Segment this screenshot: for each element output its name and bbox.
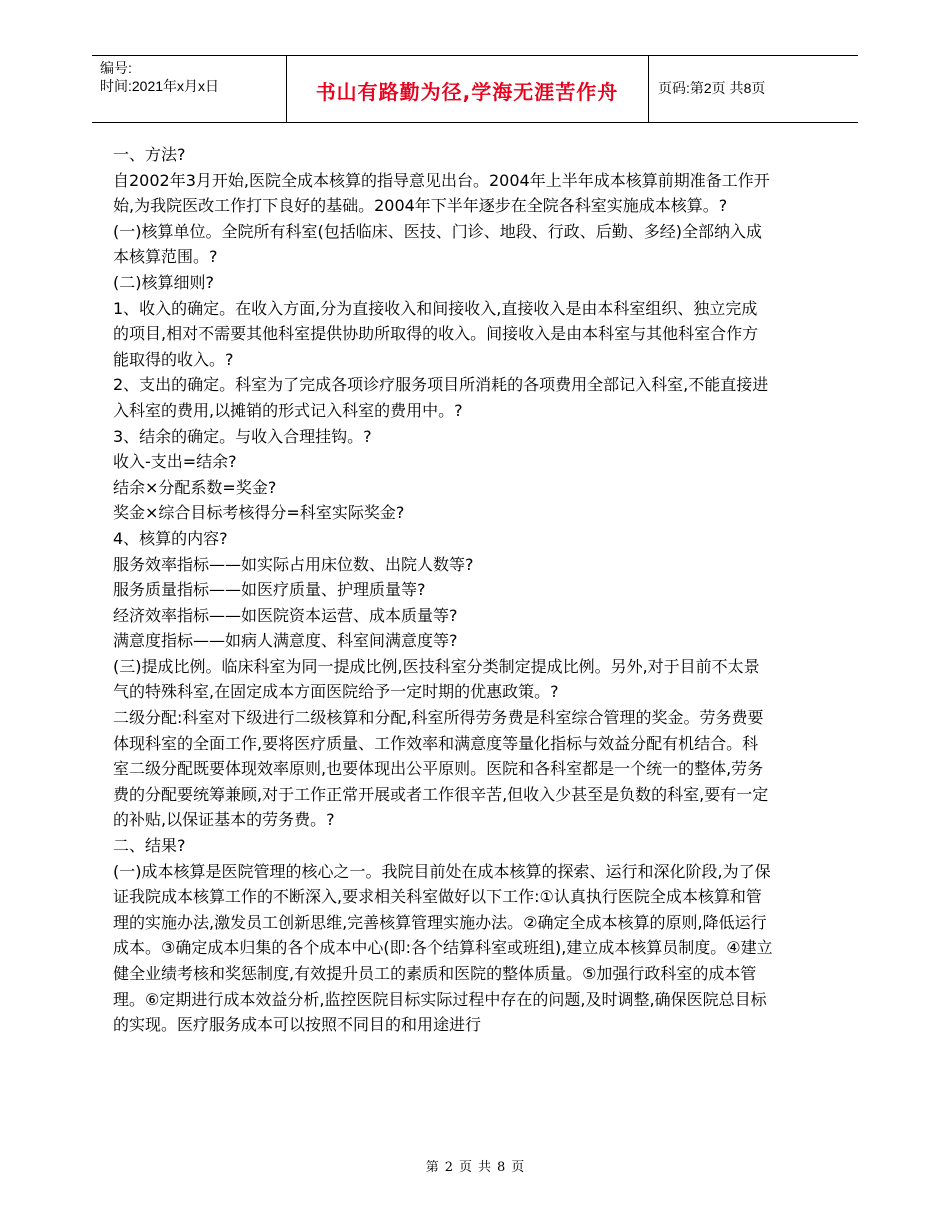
paragraph: 二、结果? <box>113 836 186 856</box>
paragraph: 奖金×综合目标考核得分=科室实际奖金? <box>113 503 405 523</box>
paragraph: 二级分配:科室对下级进行二级核算和分配,科室所得劳务费是科室综合管理的奖金。劳务费要体现科室的全面工作,要将医疗质量、工作效率和满意度等量化指标与效益分配有机结合。科室二级分配既要体现效率原则,也要体现出公平原则。医院和各科室都是一个统一的整体,劳务费的分配要统筹兼顾,对于工作正常开展或者工作很辛苦,但收入少甚至是负数的科室,要有一定的补贴,以保证基本的劳务费。? <box>113 708 769 830</box>
page-header <box>92 55 858 123</box>
header-left-info <box>100 59 219 95</box>
document-body <box>113 142 773 1038</box>
paragraph: 3、结余的确定。与收入合理挂钩。? <box>113 426 372 446</box>
footer-text: 页 <box>511 1160 525 1175</box>
header-divider <box>648 56 649 122</box>
paragraph: 服务质量指标——如医疗质量、护理质量等? <box>113 580 426 600</box>
footer-page-number: 2 <box>444 1160 453 1175</box>
paragraph: 收入-支出=结余? <box>113 452 237 472</box>
footer-text: 第 <box>425 1160 439 1175</box>
footer-total-pages: 8 <box>497 1160 506 1175</box>
paragraph: 1、收入的确定。在收入方面,分为直接收入和间接收入,直接收入是由本科室组织、独立完成的项目,相对不需要其他科室提供协助所取得的收入。间接收入是由本科室与其他科室合作方能取得的收入。? <box>113 298 759 369</box>
paragraph: 满意度指标——如病人满意度、科室间满意度等? <box>113 631 458 651</box>
header-page-info: 页码:第2页 共8页 <box>658 80 766 96</box>
paragraph: 2、支出的确定。科室为了完成各项诊疗服务项目所消耗的各项费用全部记入科室,不能直接进入科室的费用,以摊销的形式记入科室的费用中。? <box>113 375 769 420</box>
paragraph: (三)提成比例。临床科室为同一提成比例,医技科室分类制定提成比例。另外,对于目前不太景气的特殊科室,在固定成本方面医院给予一定时期的优惠政策。? <box>113 656 760 702</box>
footer-text: 共 <box>478 1160 492 1175</box>
time-label: 时间:2021年x月x日 <box>100 78 220 94</box>
paragraph: (一)成本核算是医院管理的核心之一。我院目前处在成本核算的探索、运行和深化阶段,为了保证我院成本核算工作的不断深入,要求相关科室做好以下工作:①认真执行医院全成本核算和管理的实施办法,激发员工创新思维,完善核算管理实施办法。②确定全成本核算的原则,降低运行成本。③确定成本归集的各个成本中心(即:各个结算科室或班组),建立成本核算员制度。④建立健全业绩考核和奖惩制度,有效提升员工的素质和医院的整体质量。⑤加强行政科室的成本管理。⑥定期进行成本效益分析,监控医院目标实际过程中存在的问题,及时调整,确保医院总目标的实现。医疗服务成本可以按照不同目的和用途进行 <box>113 861 773 1035</box>
paragraph: 经济效率指标——如医院资本运营、成本质量等? <box>113 605 458 625</box>
paragraph: (二)核算细则? <box>113 272 214 292</box>
paragraph: 4、核算的内容? <box>113 528 228 548</box>
header-motto: 书山有路勤为径,学海无涯苦作舟 <box>315 80 619 104</box>
paragraph: 结余×分配系数=奖金? <box>113 477 277 497</box>
footer-text: 页 <box>458 1160 472 1175</box>
number-label: 编号: <box>100 60 132 76</box>
paragraph: (一)核算单位。全院所有科室(包括临床、医技、门诊、地段、行政、后勤、多经)全部纳入成本核算范围。? <box>113 221 762 267</box>
page-footer <box>0 1156 950 1175</box>
paragraph: 一、方法? <box>113 145 186 164</box>
paragraph: 自2002年3月开始,医院全成本核算的指导意见出台。2004年上半年成本核算前期准备工作开始,为我院医改工作打下良好的基础。2004年下半年逐步在全院各科室实施成本核算。? <box>113 170 770 216</box>
paragraph: 服务效率指标——如实际占用床位数、出院人数等? <box>113 554 474 574</box>
